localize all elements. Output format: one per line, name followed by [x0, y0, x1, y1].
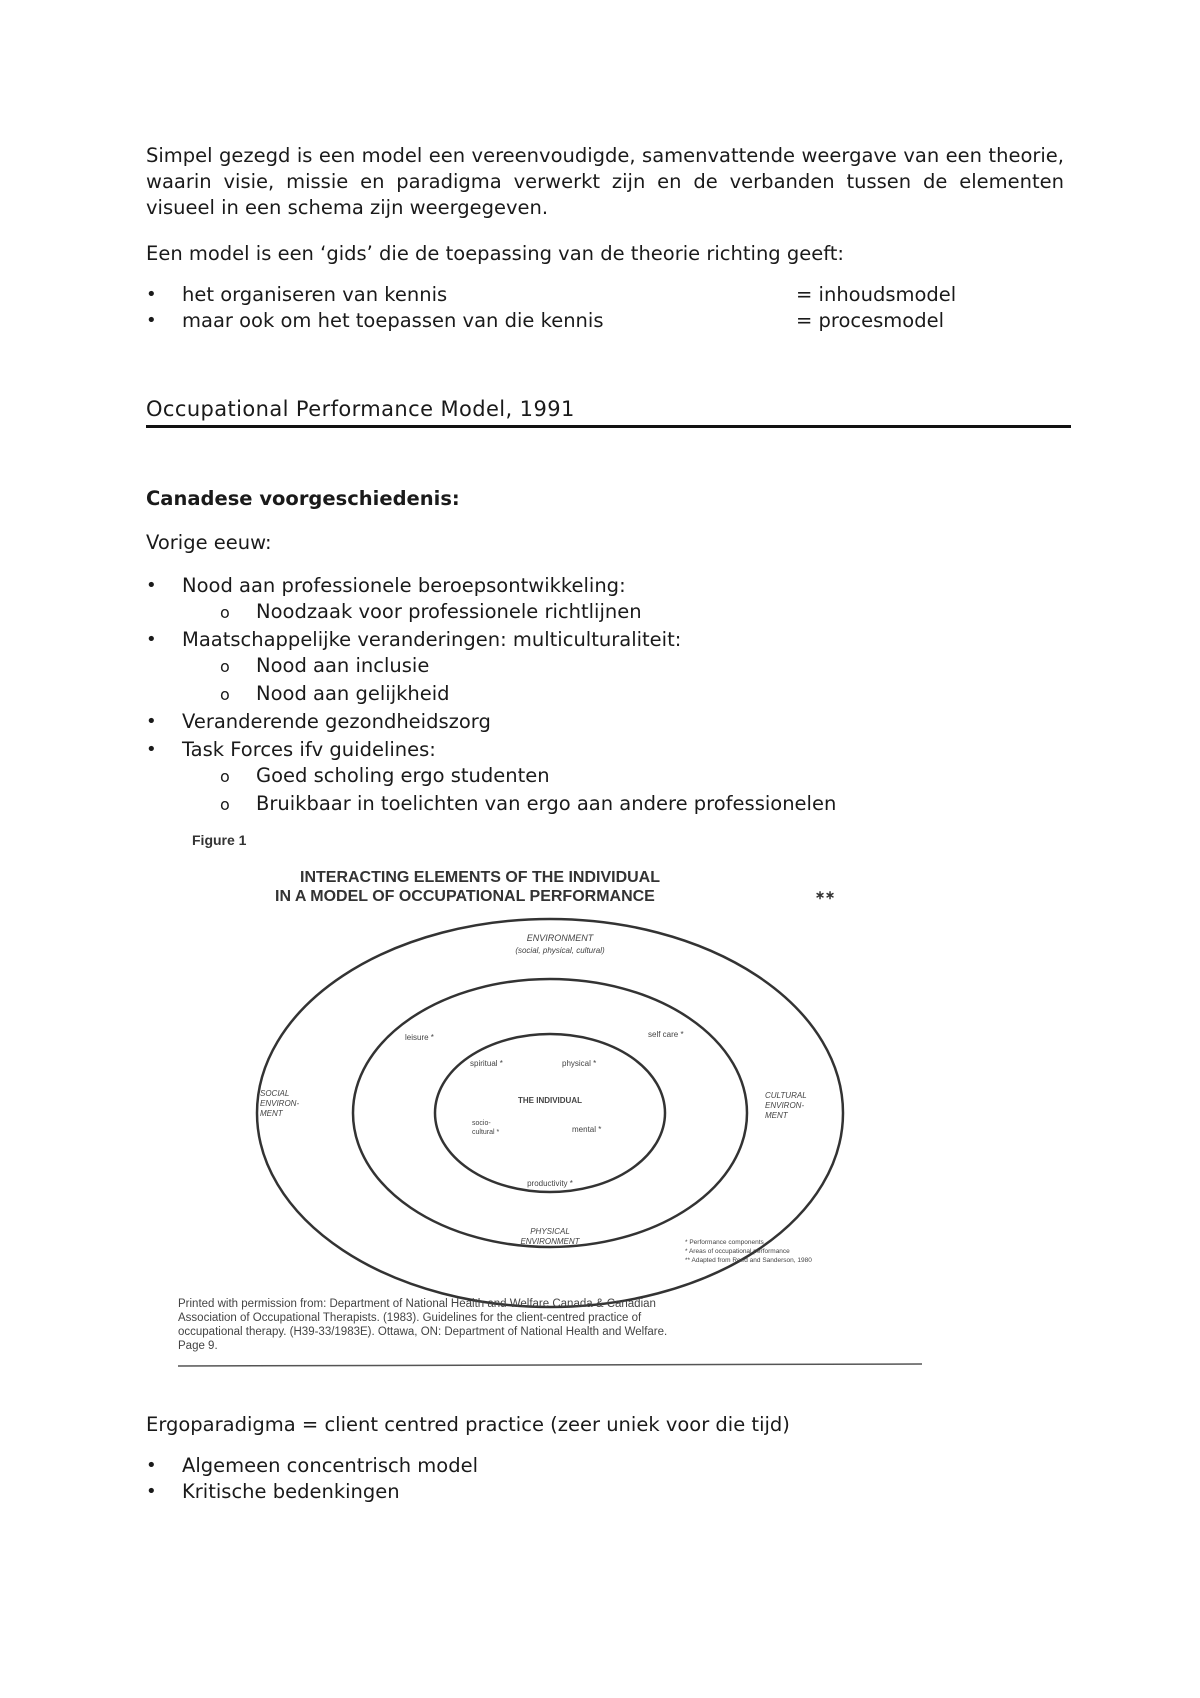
caption-line-2: Association of Occupational Therapists. (1983). Guidelines for the client-centred practice of [178, 1312, 642, 1324]
bullet-icon: • [146, 1455, 157, 1476]
caption-rule [178, 1364, 922, 1366]
mental-label: mental * [572, 1125, 602, 1134]
caption-line-3: occupational therapy. (H39-33/1983E). Ottawa, ON: Department of National Health and Welfare. [178, 1326, 668, 1338]
environment-label: ENVIRONMENT [526, 933, 594, 943]
bullet-icon: • [146, 711, 157, 732]
cultural-env-label-2: ENVIRON- [765, 1101, 805, 1110]
cultural-env-label-3: MENT [765, 1111, 788, 1120]
social-env-label-1: SOCIAL [260, 1089, 290, 1098]
socio-cultural-label-2: cultural * [472, 1129, 500, 1136]
sub-list-item-text: Nood aan gelijkheid [256, 682, 450, 705]
bullet-icon: • [146, 629, 157, 650]
legend-line-3: ** Adapted from Reed and Sanderson, 1980 [685, 1257, 812, 1264]
legend-line-1: * Performance components [685, 1239, 764, 1246]
social-env-label-3: MENT [260, 1109, 283, 1118]
physical-env-label-1: PHYSICAL [530, 1227, 570, 1236]
figure-title-line-1: INTERACTING ELEMENTS OF THE INDIVIDUAL [300, 869, 660, 886]
circle-bullet-icon: o [220, 685, 230, 704]
list-item-text: Veranderende gezondheidszorg [182, 710, 491, 733]
caption-line-4: Page 9. [178, 1340, 218, 1352]
list-item [146, 308, 1046, 334]
list-item-text: Algemeen concentrisch model [182, 1454, 479, 1477]
gids-line: Een model is een ‘gids’ die de toepassing van de theorie richting geeft: [146, 242, 844, 265]
self-care-label: self care * [648, 1030, 684, 1039]
bullet-icon: • [146, 575, 157, 596]
productivity-label: productivity * [527, 1179, 573, 1188]
intro-paragraph: Simpel gezegd is een model een vereenvoudigde, samenvattende weergave van een theorie, waarin visie, missie en paradigma verwerkt zijn en de verbanden tussen de elementen visueel in een schema zijn weergegeven. [146, 144, 1064, 219]
figure-diagram [150, 830, 950, 1390]
legend-line-2: * Areas of occupational performance [685, 1248, 790, 1255]
physical-label: physical * [562, 1059, 597, 1068]
circle-bullet-icon: o [220, 767, 230, 786]
sub-list-item-text: Bruikbaar in toelichten van ergo aan andere professionelen [256, 792, 837, 815]
sub-list-item-text: Goed scholing ergo studenten [256, 764, 550, 787]
sub-list-item-text: Noodzaak voor professionele richtlijnen [256, 600, 642, 623]
individual-label: THE INDIVIDUAL [518, 1096, 582, 1105]
bullet-icon: • [146, 310, 157, 331]
spiritual-label: spiritual * [470, 1059, 503, 1068]
list-item-text: Kritische bedenkingen [182, 1480, 400, 1503]
circle-bullet-icon: o [220, 657, 230, 676]
bullet-icon: • [146, 1481, 157, 1502]
cultural-env-label-1: CULTURAL [765, 1091, 807, 1100]
section-heading: Occupational Performance Model, 1991 [146, 395, 1071, 428]
sub-list-item-text: Nood aan inclusie [256, 654, 430, 677]
subheading: Canadese voorgeschiedenis: [146, 487, 460, 510]
socio-cultural-label-1: socio- [472, 1120, 491, 1127]
figure-title-line-2: IN A MODEL OF OCCUPATIONAL PERFORMANCE [275, 888, 655, 905]
list-item [146, 282, 1046, 308]
physical-env-label-2: ENVIRONMENT [520, 1237, 580, 1246]
list-item-text: Maatschappelijke veranderingen: multiculturaliteit: [182, 628, 682, 651]
list-item-text: het organiseren van kennis [182, 283, 448, 306]
list-item-value: = inhoudsmodel [796, 283, 957, 306]
paradigm-line: Ergoparadigma = client centred practice (zeer uniek voor die tijd) [146, 1413, 790, 1436]
bullet-icon: • [146, 284, 157, 305]
list-item-text: Nood aan professionele beroepsontwikkeling: [182, 574, 626, 597]
bullet-icon: • [146, 739, 157, 760]
middle-ring [353, 979, 747, 1247]
figure-label: Figure 1 [192, 832, 247, 848]
leisure-label: leisure * [405, 1033, 434, 1042]
vorige-line: Vorige eeuw: [146, 531, 272, 554]
list-item-text: Task Forces ifv guidelines: [182, 738, 436, 761]
figure-title-mark: ∗∗ [815, 888, 836, 902]
social-env-label-2: ENVIRON- [260, 1099, 300, 1108]
circle-bullet-icon: o [220, 795, 230, 814]
list-item-text: maar ook om het toepassen van die kennis [182, 309, 604, 332]
inner-ring [435, 1034, 665, 1192]
list-item-value: = procesmodel [796, 309, 945, 332]
circle-bullet-icon: o [220, 603, 230, 622]
environment-sub-label: (social, physical, cultural) [515, 946, 605, 955]
caption-line-1: Printed with permission from: Department of National Health and Welfare Canada & Canadian [178, 1298, 656, 1310]
